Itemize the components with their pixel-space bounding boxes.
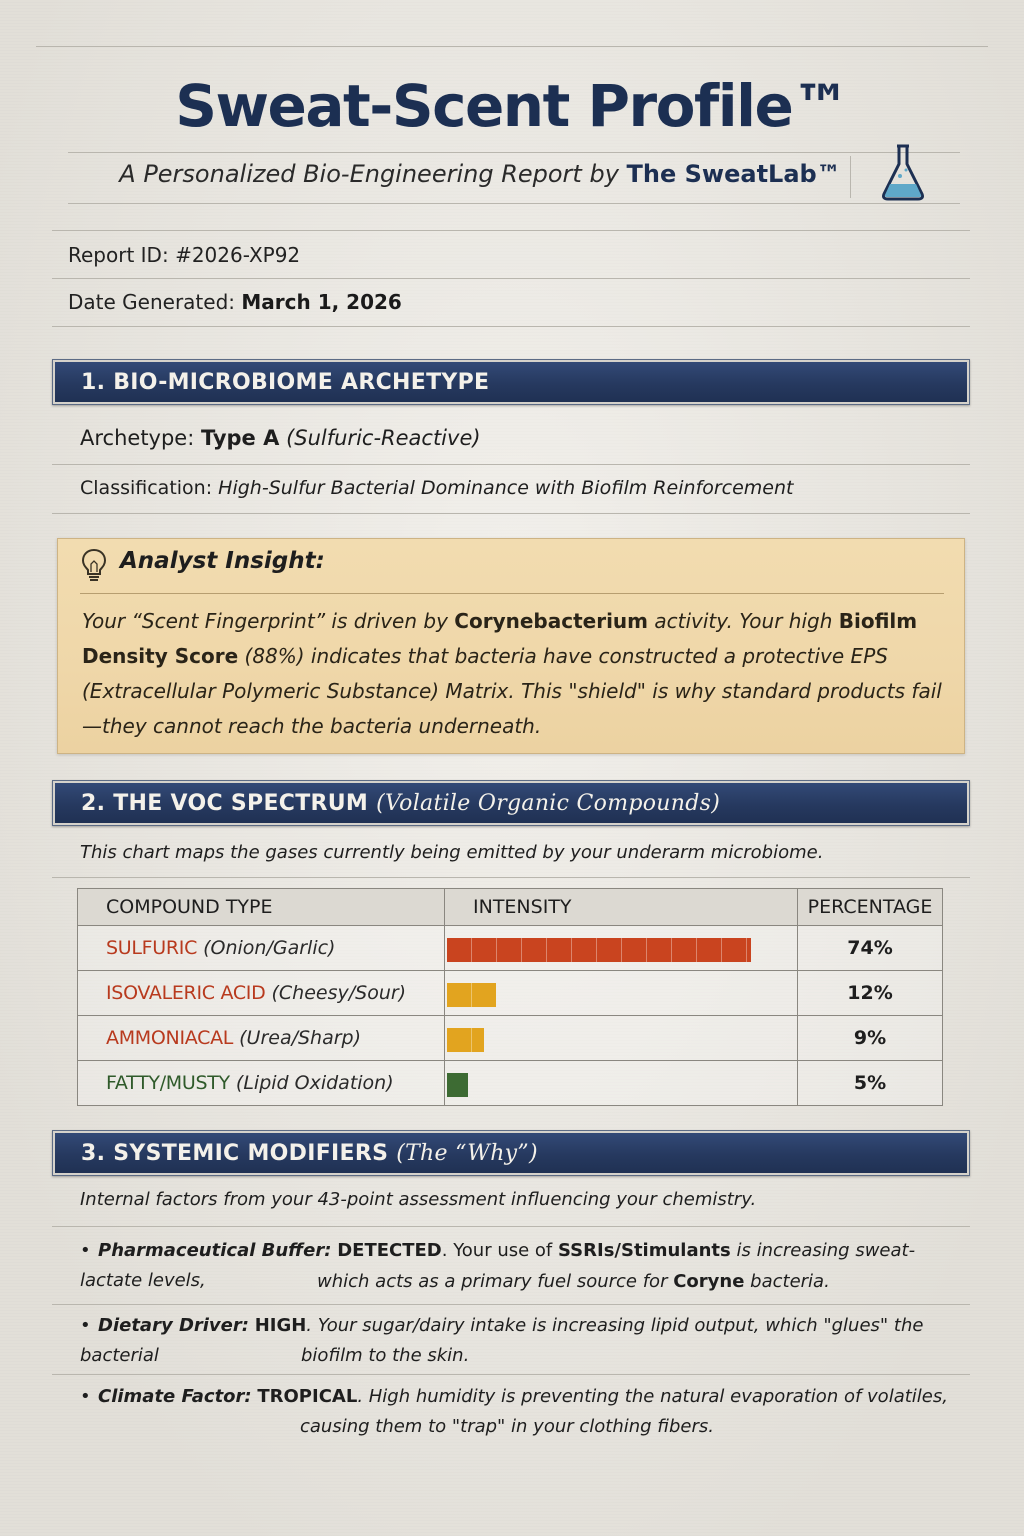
modifier-line-1 bbox=[80, 1315, 923, 1366]
modifier-value: TROPICAL bbox=[257, 1386, 358, 1407]
report-id-label: Report ID: bbox=[68, 243, 169, 267]
modifier-emphasis-2: Coryne bbox=[673, 1271, 745, 1292]
compound-desc: (Onion/Garlic) bbox=[203, 937, 336, 959]
modifier-item bbox=[80, 1382, 960, 1446]
insight-text-2: activity. Your high bbox=[654, 609, 833, 633]
top-rule bbox=[36, 46, 988, 47]
percentage-value: 5% bbox=[798, 1061, 943, 1106]
compound-desc: (Urea/Sharp) bbox=[239, 1027, 362, 1049]
flask-icon bbox=[878, 142, 928, 202]
compound-cell bbox=[78, 926, 445, 971]
modifier-label: Pharmaceutical Buffer: bbox=[98, 1240, 332, 1261]
modifier-label: Dietary Driver: bbox=[98, 1315, 249, 1336]
subtitle bbox=[0, 160, 960, 188]
modifier-value: HIGH bbox=[254, 1315, 307, 1336]
intensity-bar bbox=[447, 938, 751, 962]
insight-text-3: (88%) indicates that bacteria have constructed a protective EPS (Extracellular Polymeric Substance) Matrix. This "shield" is why standard products fail—they cannot reach the bacteria underneath. bbox=[82, 644, 942, 738]
section-2-heading-sub: (Volatile Organic Compounds) bbox=[376, 791, 721, 816]
archetype-value: Type A bbox=[201, 426, 280, 450]
compound-desc: (Cheesy/Sour) bbox=[271, 982, 407, 1004]
section-3-rule-1 bbox=[52, 1226, 970, 1227]
classification-value: High-Sulfur Bacterial Dominance with Biofilm Reinforcement bbox=[218, 477, 794, 499]
compound-name: AMMONIACAL bbox=[106, 1027, 234, 1049]
modifier-line-2 bbox=[300, 1412, 714, 1442]
modifier-text: . High humidity is preventing the natural evaporation of volatiles, bbox=[357, 1386, 948, 1407]
table-header-row bbox=[78, 889, 943, 926]
modifier-label: Climate Factor: bbox=[98, 1386, 252, 1407]
insight-bold-2: Biofilm Density Score bbox=[82, 609, 918, 668]
meta-rule-1 bbox=[52, 230, 970, 231]
modifier-text-3: which acts as a primary fuel source for bbox=[317, 1271, 668, 1292]
table-row bbox=[78, 926, 943, 971]
modifier-line-2 bbox=[317, 1267, 830, 1297]
bullet-dot: • bbox=[80, 1386, 91, 1407]
intensity-bar bbox=[447, 983, 496, 1007]
bullet-dot: • bbox=[80, 1315, 91, 1336]
col-percentage: PERCENTAGE bbox=[798, 889, 943, 926]
intensity-bar bbox=[447, 1073, 468, 1097]
intensity-cell bbox=[445, 926, 798, 971]
compound-cell bbox=[78, 1016, 445, 1061]
insight-text-1: Your “Scent Fingerprint” is driven by bbox=[82, 609, 448, 633]
percentage-value: 12% bbox=[798, 971, 943, 1016]
percentage-value: 9% bbox=[798, 1016, 943, 1061]
section-3-heading bbox=[52, 1130, 970, 1176]
report-id-value: #2026-XP92 bbox=[175, 243, 301, 267]
compound-name: ISOVALERIC ACID bbox=[106, 982, 266, 1004]
compound-name: SULFURIC bbox=[106, 937, 198, 959]
modifier-text-3: biofilm to the skin. bbox=[301, 1345, 470, 1366]
section-1-heading: 1. BIO-MICROBIOME ARCHETYPE bbox=[52, 359, 970, 405]
insight-rule bbox=[80, 593, 944, 594]
section-2-heading-main: 2. THE VOC SPECTRUM bbox=[81, 791, 369, 816]
modifier-line-1 bbox=[98, 1386, 948, 1407]
section-3-heading-main: 3. SYSTEMIC MODIFIERS bbox=[81, 1141, 389, 1166]
table-row bbox=[78, 971, 943, 1016]
modifier-emphasis: SSRIs/Stimulants bbox=[558, 1240, 731, 1261]
classification-line bbox=[80, 477, 793, 499]
page-title: Sweat-Scent Profile™ bbox=[175, 72, 849, 140]
modifier-text: . Your use of bbox=[441, 1240, 553, 1261]
report-id bbox=[68, 243, 300, 267]
section-1-rule-2 bbox=[52, 513, 970, 514]
col-intensity: INTENSITY bbox=[445, 889, 798, 926]
modifier-item bbox=[80, 1311, 960, 1375]
section-3-rule-2 bbox=[52, 1304, 970, 1305]
subtitle-prefix: A Personalized Bio-Engineering Report by bbox=[119, 160, 619, 188]
classification-label: Classification: bbox=[80, 477, 213, 499]
insight-bold-1: Corynebacterium bbox=[454, 609, 649, 633]
insight-body bbox=[82, 604, 952, 744]
intensity-cell bbox=[445, 971, 798, 1016]
modifier-text-2: is increasing sweat-lactate levels, bbox=[80, 1240, 916, 1291]
section-1-rule-1 bbox=[52, 464, 970, 465]
col-compound-type: COMPOUND TYPE bbox=[78, 889, 445, 926]
section-3-intro: Internal factors from your 43-point assessment influencing your chemistry. bbox=[80, 1189, 757, 1210]
compound-cell bbox=[78, 971, 445, 1016]
date-value: March 1, 2026 bbox=[241, 290, 402, 314]
section-2-rule bbox=[52, 877, 970, 878]
modifier-line-2 bbox=[301, 1341, 469, 1371]
table-row bbox=[78, 1016, 943, 1061]
meta-rule-2 bbox=[52, 278, 970, 279]
section-2-heading bbox=[52, 780, 970, 826]
section-3-heading-sub: (The “Why”) bbox=[396, 1141, 538, 1166]
table-row bbox=[78, 1061, 943, 1106]
modifier-item bbox=[80, 1236, 960, 1300]
compound-cell bbox=[78, 1061, 445, 1106]
archetype-label: Archetype: bbox=[80, 426, 195, 450]
percentage-value: 74% bbox=[798, 926, 943, 971]
voc-table bbox=[77, 888, 943, 1106]
subtitle-brand: The SweatLab™ bbox=[626, 160, 841, 188]
bullet-dot: • bbox=[80, 1240, 91, 1261]
intensity-cell bbox=[445, 1016, 798, 1061]
insight-heading: Analyst Insight: bbox=[120, 548, 325, 574]
meta-rule-3 bbox=[52, 326, 970, 327]
modifier-text-4: bacteria. bbox=[750, 1271, 830, 1292]
archetype-detail: (Sulfuric-Reactive) bbox=[286, 426, 481, 450]
intensity-cell bbox=[445, 1061, 798, 1106]
compound-name: FATTY/MUSTY bbox=[106, 1072, 230, 1094]
archetype-line bbox=[80, 426, 481, 450]
section-3-rule-3 bbox=[52, 1374, 970, 1375]
date-label: Date Generated: bbox=[68, 290, 236, 314]
modifier-value: DETECTED bbox=[337, 1240, 442, 1261]
section-2-intro: This chart maps the gases currently being emitted by your underarm microbiome. bbox=[80, 842, 824, 863]
date-generated bbox=[68, 290, 402, 314]
compound-desc: (Lipid Oxidation) bbox=[235, 1072, 394, 1094]
modifier-text-3: causing them to "trap" in your clothing fibers. bbox=[300, 1416, 714, 1437]
intensity-bar bbox=[447, 1028, 484, 1052]
flask-divider bbox=[850, 156, 851, 198]
modifier-text: . Your sugar/dairy intake is increasing lipid output, which "glues" the bacterial bbox=[80, 1315, 924, 1366]
lightbulb-icon bbox=[80, 548, 108, 582]
